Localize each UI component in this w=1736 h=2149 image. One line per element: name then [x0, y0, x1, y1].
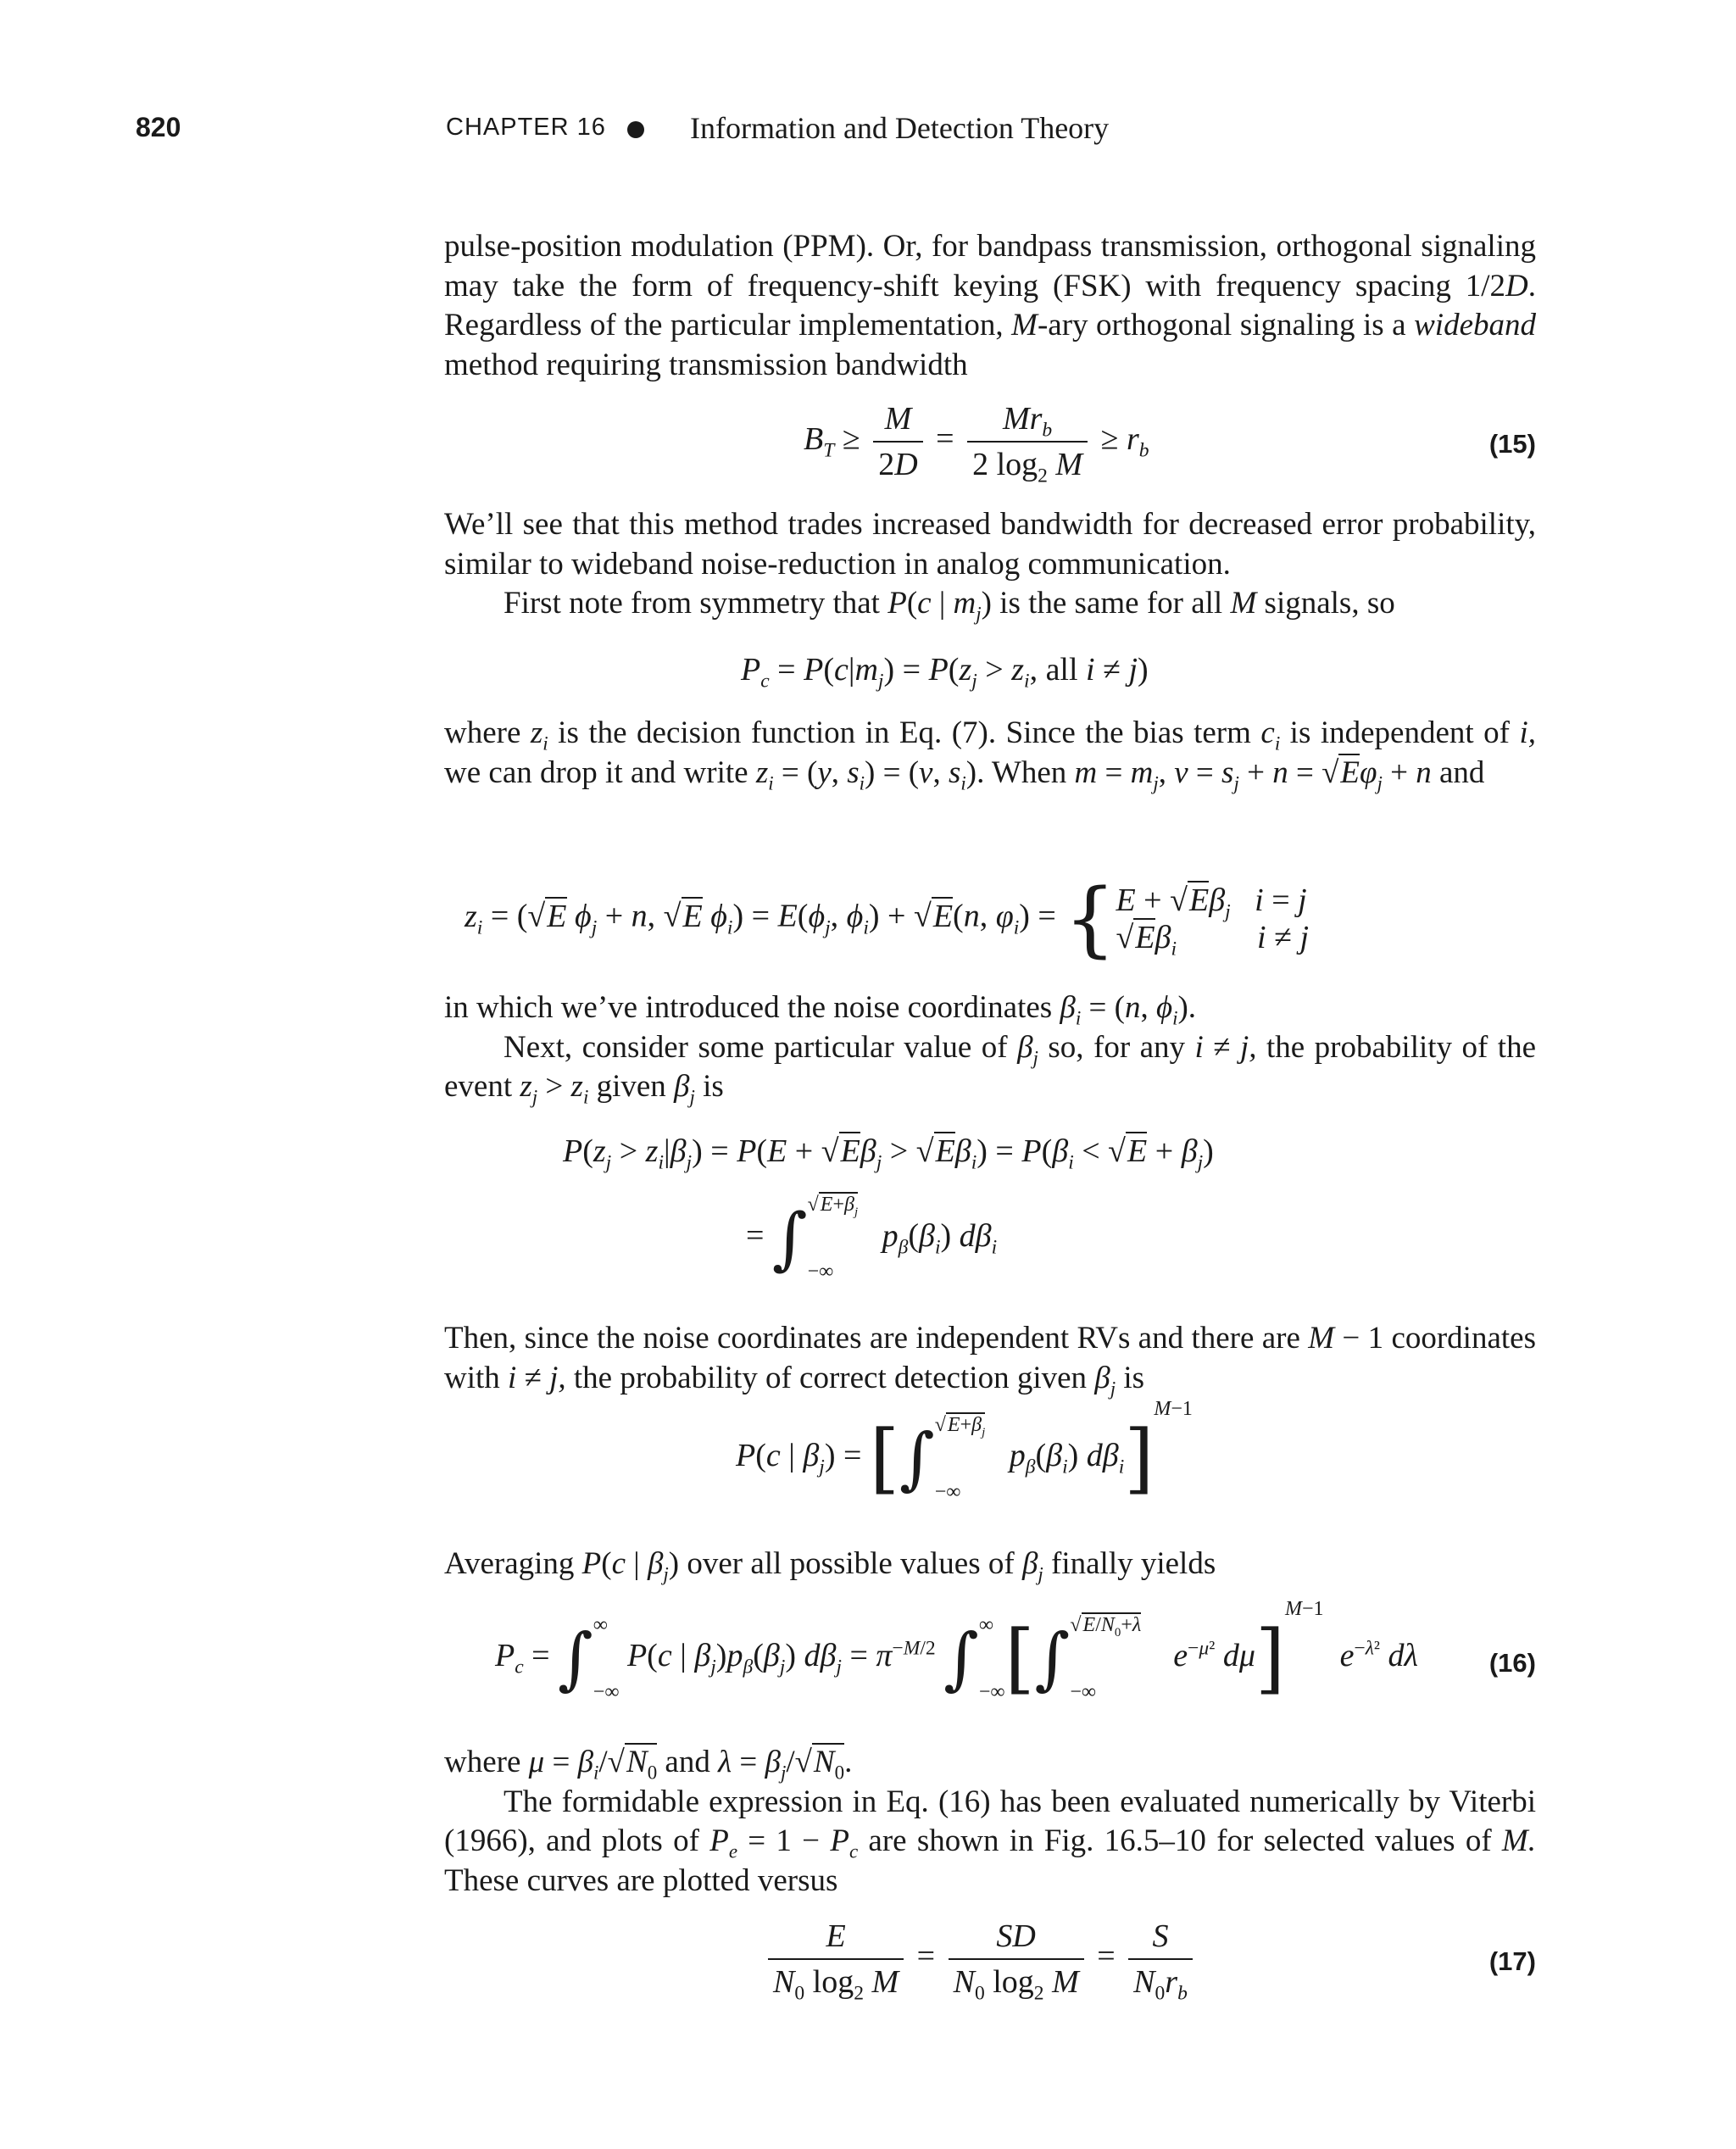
paragraph-text: in which we’ve introduced the noise coordinates $\beta_i = (n$, $\phi_i$).	[444, 990, 1197, 1029]
equation-number-15: (15)	[1488, 429, 1536, 459]
paragraph-7	[444, 1319, 1536, 1398]
equation-zi: $z_i = (√E$ $\phi_j + n$, √E $\phi_i) = E(\phi_j$, $\phi_i) + √E(n$, $\varphi_i) = \{E + √E\beta_j$ i = j $√E\beta_i$ i ≠ j	[465, 871, 1309, 966]
equation-number-17: (17)	[1488, 1946, 1536, 1976]
equation-16: $P_c$ = ∫∞ −∞ P(c | $\beta_j)p_\beta(\beta_j)$ $d\beta_j = \pi^{-M/2}$ ∫∞ $-\infty[\int√E/N_0+\lambda$ −∞ $e^{-\mu^2}$ dμ]$^{M-1}$ $e^{-\lambda^2}$ dλ	[495, 1598, 1418, 1703]
equation-17: $\frac{E}{N_0 \log_2 M}$ = $\frac{SD}{N_0 \log_2 M}$ = $\frac{S}{N_0r_b}$	[763, 1918, 1198, 2001]
equation-number-16: (16)	[1488, 1648, 1536, 1678]
paragraph-text: We’ll see that this method trades increased bandwidth for decreased error probability, similar to wideband noise-reduction in analog communication.	[444, 507, 1536, 582]
paragraph-text: where $z_i$ is the decision function in Eq. (7). Since the bias term $c_i$ is independent of i, we can drop it and write $z_i = (y$, $s_i) = (v$, $s_i$). When $m = m_j$, $v = s_j + n = √E\varphi_j + n$ and	[444, 715, 1537, 793]
page-number: 820	[136, 112, 181, 142]
equation-pc-given-beta: P(c | $\beta_j) = [\int√E+\beta_j$ −∞ $p_\beta(\beta_i)$ $d\beta_i]^{M-1}$	[736, 1398, 1193, 1503]
paragraph-4	[444, 714, 1536, 793]
paragraph-text: pulse-position modulation (PPM). Or, for bandpass transmission, orthogonal signaling may take the form of frequency-shift keying (FSK) with frequency spacing 1/2D. Regardless of the particular implementation, M-ary orthogonal signaling is a wideband method requiring transmission bandwidth	[444, 229, 1536, 382]
equation-prob-zj: $P(z_j > z_i|\beta_j) = P(E + √E\beta_j > √E\beta_i) = P(\beta_i < √E + \beta_j)$	[563, 1133, 1214, 1174]
paragraph-text: The formidable expression in Eq. (16) has been evaluated numerically by Viterbi (1966), and plots of $P_e = 1 - P_c$ are shown in Fig. 16.5–10 for selected values of M. These curves are plotted versus	[444, 1784, 1536, 1898]
paragraph-1	[444, 227, 1536, 385]
paragraph-text: Averaging P(c | $\beta_j$) over all possible values of $\beta_j$ finally yields	[444, 1546, 1216, 1585]
paragraph-2	[444, 505, 1536, 624]
chapter-title: Information and Detection Theory	[690, 111, 1110, 145]
paragraph-5	[444, 988, 1536, 1107]
paragraph-text: First note from symmetry that P(c | $m_j$) is the same for all M signals, so	[504, 586, 1395, 625]
paragraph-text: Next, consider some particular value of $\beta_j$ so, for any i ≠ j, the probability of the event $z_j > z_i$ given $\beta_j$ is	[444, 1029, 1536, 1108]
paragraph-text: where $\mu = \beta_i/√N_0$ and $\lambda = \beta_j/√N_0$.	[444, 1745, 853, 1784]
equation-15: $B_T$ ≥ $\frac{M}{2D}$ = $\frac{Mr_b}{2 \log_2 M}$ ≥ $r_b$	[804, 401, 1149, 487]
paragraph-text: Then, since the noise coordinates are independent RVs and there are M − 1 coordinates with i ≠ j, the probability of correct detection given $\beta_j$ is	[444, 1321, 1536, 1399]
equation-prob-integral: = $\int√E+\beta_j$ −∞ $p_\beta(\beta_i)$ $d\beta_i$	[746, 1194, 998, 1283]
equation-pc: $P_c = P(c|m_j) = P(z_j > z_i$, all i ≠ j)	[741, 652, 1149, 693]
bullet-icon	[627, 121, 644, 138]
chapter-label: CHAPTER 16	[446, 114, 606, 141]
paragraph-8	[444, 1545, 1536, 1584]
paragraph-9	[444, 1743, 1536, 1901]
